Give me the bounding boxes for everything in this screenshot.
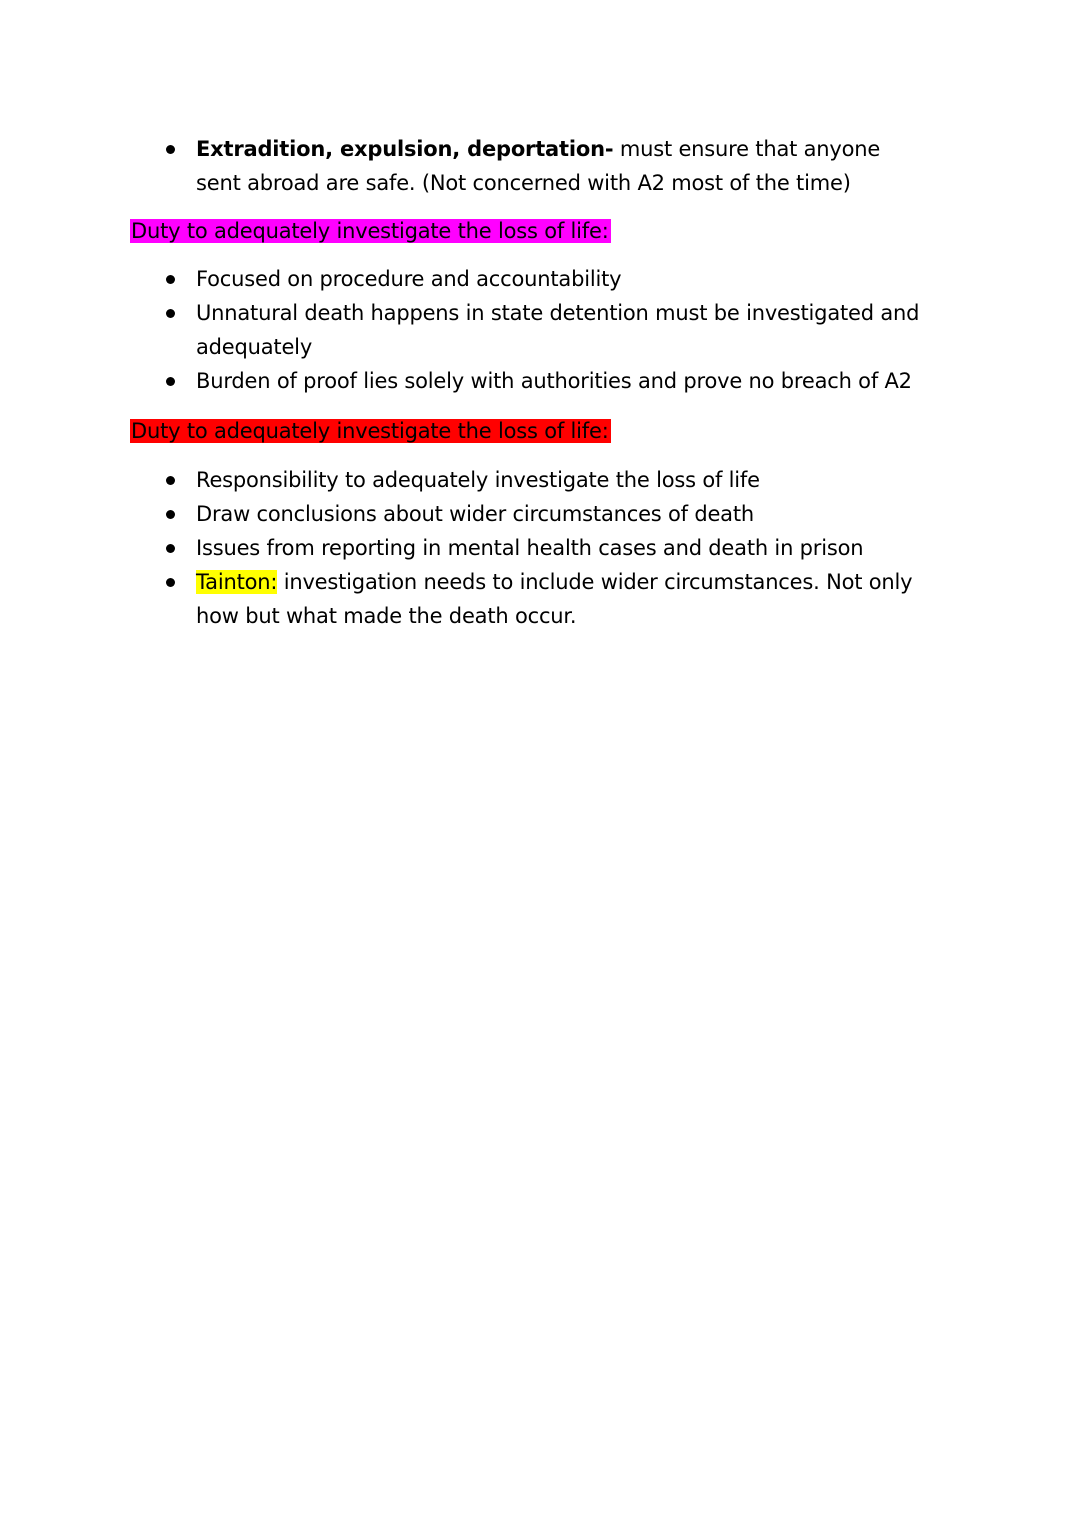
item-highlight-term: Tainton: — [196, 570, 278, 594]
section1-heading-text: Duty to adequately investigate the loss of life: — [131, 219, 609, 243]
section1-heading — [130, 216, 611, 246]
bullet-icon — [166, 544, 175, 553]
item-text: Focused on procedure and accountability — [196, 267, 622, 291]
section1-list — [0, 262, 1080, 398]
item-text: Responsibility to adequately investigate the loss of life — [196, 468, 760, 492]
bullet-icon — [166, 578, 175, 587]
bullet-icon — [166, 510, 175, 519]
list-item — [0, 364, 1080, 398]
bullet-icon — [166, 377, 175, 386]
list-item — [0, 262, 1080, 296]
bullet-icon — [166, 476, 175, 485]
list-item — [0, 132, 1080, 200]
list-item — [0, 497, 1080, 531]
section2-heading-text: Duty to adequately investigate the loss of life: — [131, 419, 609, 443]
list-item — [0, 463, 1080, 497]
section2-heading — [130, 416, 611, 446]
item-text: investigation needs to include wider circumstances. Not only how but what made the death occur. — [196, 570, 913, 628]
item-text: must ensure that anyone sent abroad are safe. (Not concerned with A2 most of the time) — [196, 137, 881, 195]
bullet-icon — [166, 309, 175, 318]
list-item — [0, 296, 1080, 364]
item-text: Issues from reporting in mental health cases and death in prison — [196, 536, 864, 560]
item-bold-term: Extradition, expulsion, deportation- — [196, 137, 614, 161]
item-text: Burden of proof lies solely with authorities and prove no breach of A2 — [196, 369, 912, 393]
item-text: Unnatural death happens in state detention must be investigated and adequately — [196, 301, 920, 359]
list-item — [0, 565, 1080, 633]
bullet-icon — [166, 145, 175, 154]
intro-list — [0, 132, 1080, 200]
list-item — [0, 531, 1080, 565]
item-text: Draw conclusions about wider circumstances of death — [196, 502, 754, 526]
bullet-icon — [166, 275, 175, 284]
section2-list — [0, 463, 1080, 633]
